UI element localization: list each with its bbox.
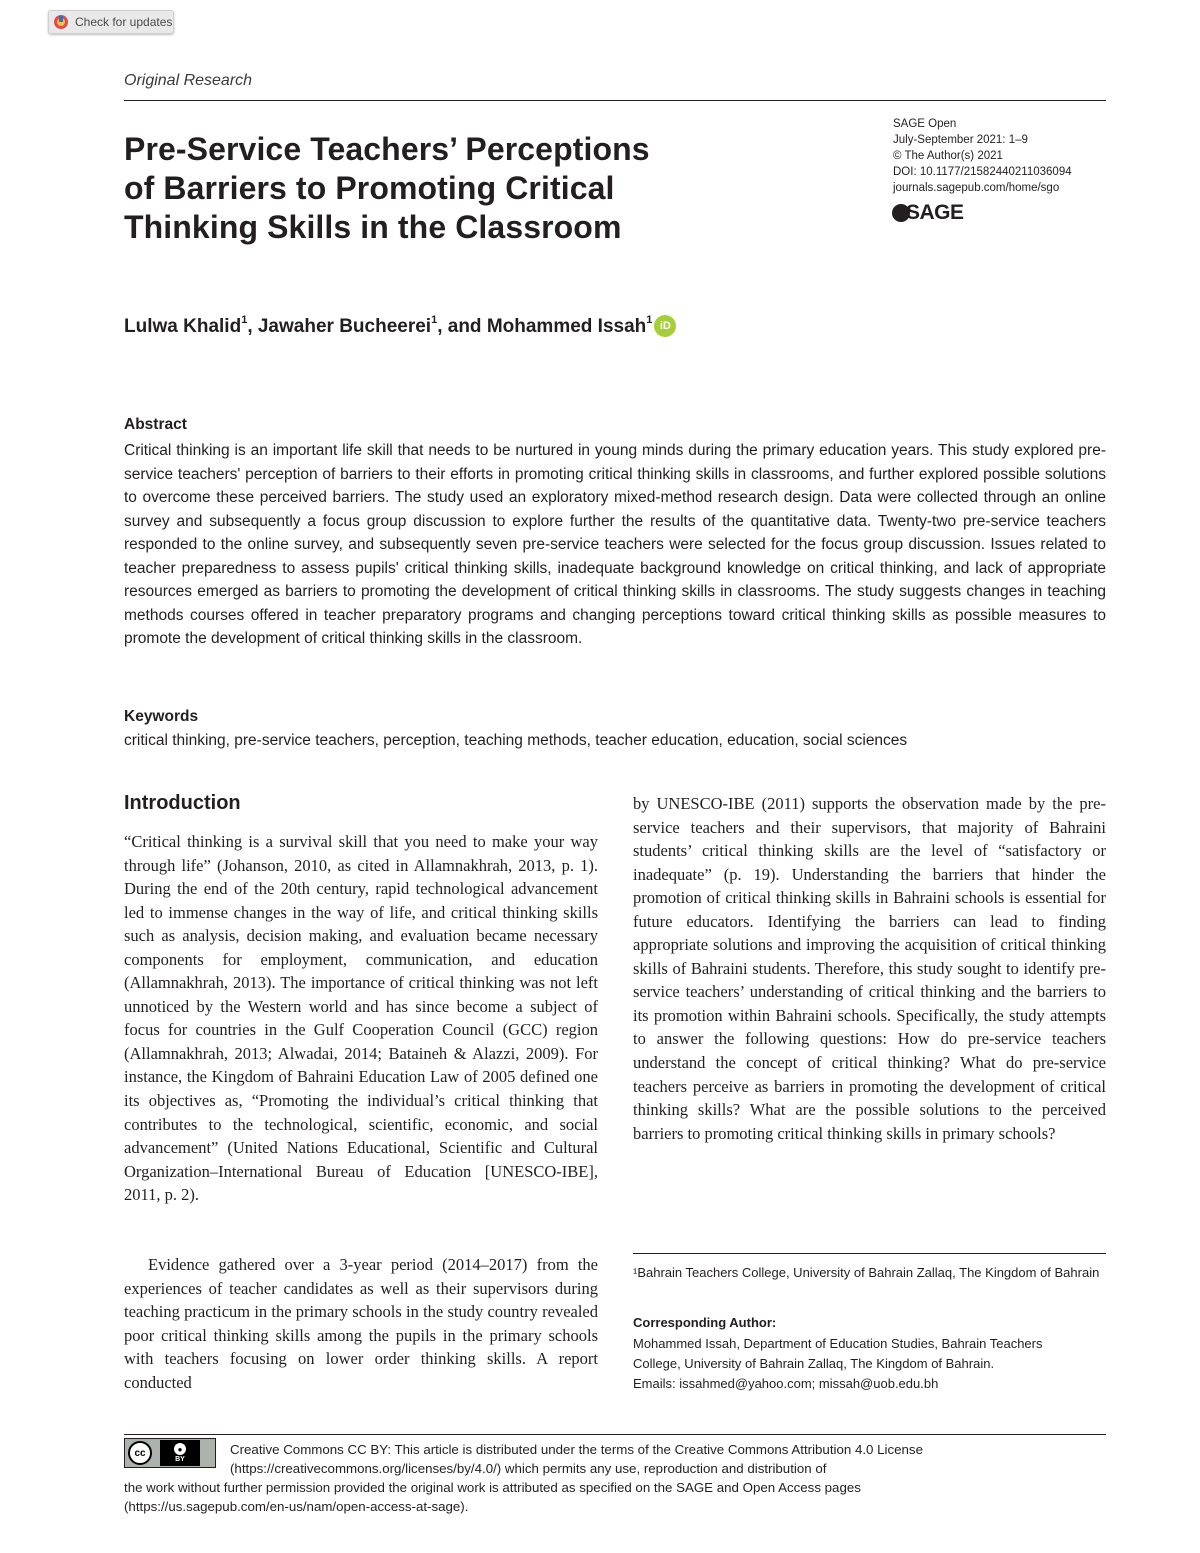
article-type-label: Original Research	[124, 72, 253, 89]
updates-icon	[53, 14, 69, 30]
by-icon	[160, 1440, 200, 1466]
author-name: Lulwa Khalid	[124, 316, 242, 337]
affiliation-footnote: ¹Bahrain Teachers College, University of Bahrain Zallaq, The Kingdom of Bahrain	[633, 1265, 1100, 1280]
corresponding-author-details	[633, 1334, 1106, 1394]
updates-label: Check for updates	[75, 15, 173, 29]
sage-logo	[892, 201, 964, 225]
license-text-line: Creative Commons CC BY: This article is distributed under the terms of the Creative Commons Attribution 4.0 License	[230, 1442, 923, 1457]
article-title	[124, 130, 764, 247]
cc-by-badge[interactable]	[124, 1438, 216, 1468]
footnote-divider	[633, 1253, 1106, 1254]
journal-doi[interactable]: DOI: 10.1177/21582440211036094	[893, 166, 1072, 178]
title-line: Pre-Service Teachers’ Perceptions	[124, 131, 650, 167]
cc-icon: cc	[128, 1441, 152, 1465]
keywords-heading: Keywords	[124, 708, 199, 725]
check-for-updates-button[interactable]	[48, 10, 174, 34]
intro-paragraph-2: Evidence gathered over a 3-year period (2014–2017) from the experiences of teacher candidates as well as their supervisors during teaching practicum in the primary schools in the study country revealed poor critical thinking skills among the pupils in the primary schools with teachers focusing on lower order thinking skills. A report conducted	[124, 1255, 598, 1392]
intro-paragraph-1: “Critical thinking is a survival skill that you need to make your way through life” (Johanson, 2010, as cited in Allamnakhrah, 2013, p. 1). During the end of the 20th century, rapid technological advancement led to immense changes in the way of life, and critical thinking skills such as analysis, decision making, and evaluation became necessary components for employment, communication, and education (Allamnakhrah, 2013). The importance of critical thinking was not left unnoticed by the Western world and has since become a subject of focus for countries in the Gulf Cooperation Council (GCC) region (Allamnakhrah, 2013; Alwadai, 2014; Bataineh & Alazzi, 2009). For instance, the Kingdom of Bahraini Education Law of 2005 defined one its objectives as, “Promoting the individual’s critical thinking that contributes to the technological, scientific, economic, and social advancement” (United Nations Educational, Scientific and Cultural Organization–International Bureau of Education [UNESCO-IBE], 2011, p. 2).	[124, 832, 598, 1205]
abstract-text: Critical thinking is an important life skill that needs to be nurtured in young minds during the primary education years. This study explored pre-service teachers' perception of barriers to their efforts in promoting critical thinking skills in classrooms, and further explored possible solutions to overcome these perceived barriers. The study used an exploratory mixed-method research design. Data were collected through an online survey and subsequently a focus group discussion to explore further the results of the quantitative data. Twenty-two pre-service teachers responded to the online survey, and subsequently seven pre-service teachers were selected for the focus group discussion. Issues related to teacher preparedness to assess pupils' critical thinking skills, inadequate background knowledge on critical thinking, and lack of appropriate resources emerged as barriers to promoting the development of critical thinking skills in classrooms. The study suggests changes in teaching methods courses offered in teacher preparatory programs and changing perceptions toward critical thinking skills as possible measures to promote the development of critical thinking skills in the classroom.	[124, 442, 1106, 647]
journal-name: SAGE Open	[893, 118, 957, 130]
license-text-line: the work without further permission provided the original work is attributed as specified on the SAGE and Open Access pages	[124, 1480, 861, 1495]
orcid-icon[interactable]: iD	[654, 315, 676, 337]
affiliation-marker: 1	[241, 314, 248, 326]
introduction-heading: Introduction	[124, 792, 241, 814]
journal-copyright: © The Author(s) 2021	[893, 150, 1003, 162]
corresponding-emails[interactable]: Emails: issahmed@yahoo.com; missah@uob.edu.bh	[633, 1376, 939, 1391]
author-name: , and Mohammed Issah	[437, 316, 647, 337]
open-access-url-line[interactable]: (https://us.sagepub.com/en-us/nam/open-access-at-sage).	[124, 1499, 469, 1514]
journal-issue: July-September 2021: 1–9	[893, 134, 1028, 146]
license-url-line[interactable]: (https://creativecommons.org/licenses/by/4.0/) which permits any use, reproduction and distribution of	[230, 1461, 827, 1476]
intro-paragraph-3: by UNESCO-IBE (2011) supports the observation made by the pre-service teachers and their supervisors, that majority of Bahraini students’ critical thinking skills are the level of “satisfactory or inadequate” (p. 19). Understanding the barriers that hinder the promotion of critical thinking skills in Bahraini schools is essential for future educators. Identifying the barriers can lead to finding appropriate solutions and improving the acquisition of critical thinking skills of Bahraini students. Therefore, this study sought to identify pre-service teachers’ understanding of critical thinking and the barriers to its promotion within Bahraini schools. Specifically, the study attempts to answer the following questions: How do pre-service teachers understand the concept of critical thinking? What do pre-service teachers perceive as barriers in promoting the development of critical thinking skills? What are the possible solutions to the perceived barriers to promoting critical thinking skills in primary schools?	[633, 794, 1106, 1143]
journal-url[interactable]: journals.sagepub.com/home/sgo	[893, 182, 1060, 194]
corresponding-author-heading: Corresponding Author:	[633, 1315, 777, 1330]
affiliation-marker: 1	[431, 314, 438, 326]
author-name: , Jawaher Bucheerei	[247, 316, 432, 337]
author-list	[124, 316, 676, 338]
corresponding-line: College, University of Bahrain Zallaq, The Kingdom of Bahrain.	[633, 1356, 995, 1371]
sage-logo-text: SAGE	[906, 201, 964, 224]
license-divider	[124, 1434, 1106, 1435]
corresponding-line: Mohammed Issah, Department of Education Studies, Bahrain Teachers	[633, 1336, 1043, 1351]
abstract-heading: Abstract	[124, 416, 187, 433]
person-icon: ●	[174, 1443, 186, 1455]
affiliation-marker: 1	[646, 314, 653, 326]
title-line: of Barriers to Promoting Critical	[124, 170, 615, 206]
journal-info	[893, 116, 1072, 196]
header-divider	[124, 100, 1106, 101]
by-label: BY	[175, 1456, 185, 1463]
keywords-text: critical thinking, pre-service teachers, perception, teaching methods, teacher education, education, social sciences	[124, 732, 908, 749]
title-line: Thinking Skills in the Classroom	[124, 209, 622, 245]
